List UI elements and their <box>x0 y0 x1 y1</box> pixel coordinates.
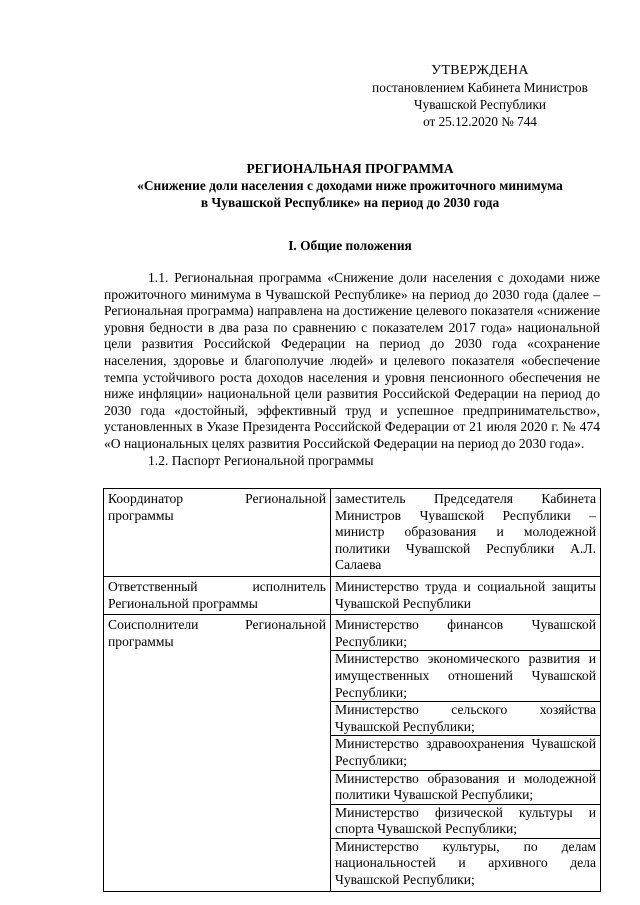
approval-line: Чувашской Республики <box>414 97 546 112</box>
table-cell-key: Соисполнители Региональной программы <box>104 615 331 892</box>
body-text <box>104 270 600 469</box>
co-executor-item: Министерство образования и молодежной политики Чувашской Республики; <box>331 770 600 804</box>
table-row <box>104 489 601 577</box>
table-cell-key: Координатор Региональной программы <box>104 489 331 577</box>
paragraph: 1.1. Региональная программа «Снижение доли населения с доходами ниже прожиточного минимума в Чувашской Республике» на период до 2030 года (далее – Региональная программа) направлена на достижение целевого показателя «снижение уровня бедности в два раза по сравнению с показателем 2017 года» национальной цели развития Российской Федерации на период до 2030 года «сохранение населения, здоровье и благополучие людей» и целевого показателя «обеспечение темпа устойчивого роста доходов населения и уровня пенсионного обеспечения не ниже инфляции» национальной цели развития Российской Федерации на период до 2030 года «достойный, эффективный труд и успешное предпринимательство», установленных в Указе Президента Российской Федерации от 21 июля 2020 г. № 474 «О национальных целях развития Российской Федерации на период до 2030 года». <box>104 270 600 451</box>
paragraph: 1.2. Паспорт Региональной программы <box>148 452 374 468</box>
co-executor-item: Министерство финансов Чувашской Республики; <box>335 617 596 649</box>
co-executor-item: Министерство культуры, по делам национальностей и архивного дела Чувашской Республики; <box>331 838 600 889</box>
table-row <box>104 615 601 892</box>
table-cell-value <box>331 615 601 892</box>
approval-heading: УТВЕРЖДЕНА <box>431 63 529 78</box>
co-executor-item: Министерство физической культуры и спорта Чувашской Республики; <box>331 804 600 838</box>
approval-line: от 25.12.2020 № 744 <box>423 114 537 129</box>
section-title: I. Общие положения <box>288 238 412 253</box>
title-line: «Снижение доли населения с доходами ниже прожиточного минимума <box>137 178 563 193</box>
approval-line: постановлением Кабинета Министров <box>372 80 588 95</box>
passport-table <box>103 488 601 892</box>
co-executor-item: Министерство экономического развития и имущественных отношений Чувашской Республики; <box>331 650 600 701</box>
title-line: РЕГИОНАЛЬНАЯ ПРОГРАММА <box>246 161 454 176</box>
document-title <box>96 160 604 211</box>
co-executor-item: Министерство здравоохранения Чувашской Республики; <box>331 735 600 769</box>
title-line: в Чувашской Республике» на период до 2030 года <box>200 195 500 210</box>
table-cell-value: Министерство труда и социальной защиты Чувашской Республики <box>331 576 601 614</box>
approval-block <box>360 62 600 130</box>
table-row <box>104 576 601 614</box>
table-cell-key: Ответственный исполнитель Региональной программы <box>104 576 331 614</box>
co-executor-item: Министерство сельского хозяйства Чувашской Республики; <box>331 701 600 735</box>
table-cell-value: заместитель Председателя Кабинета Министров Чувашской Республики – министр образования и молодежной политики Чувашской Республики А.Л. Салаева <box>331 489 601 577</box>
